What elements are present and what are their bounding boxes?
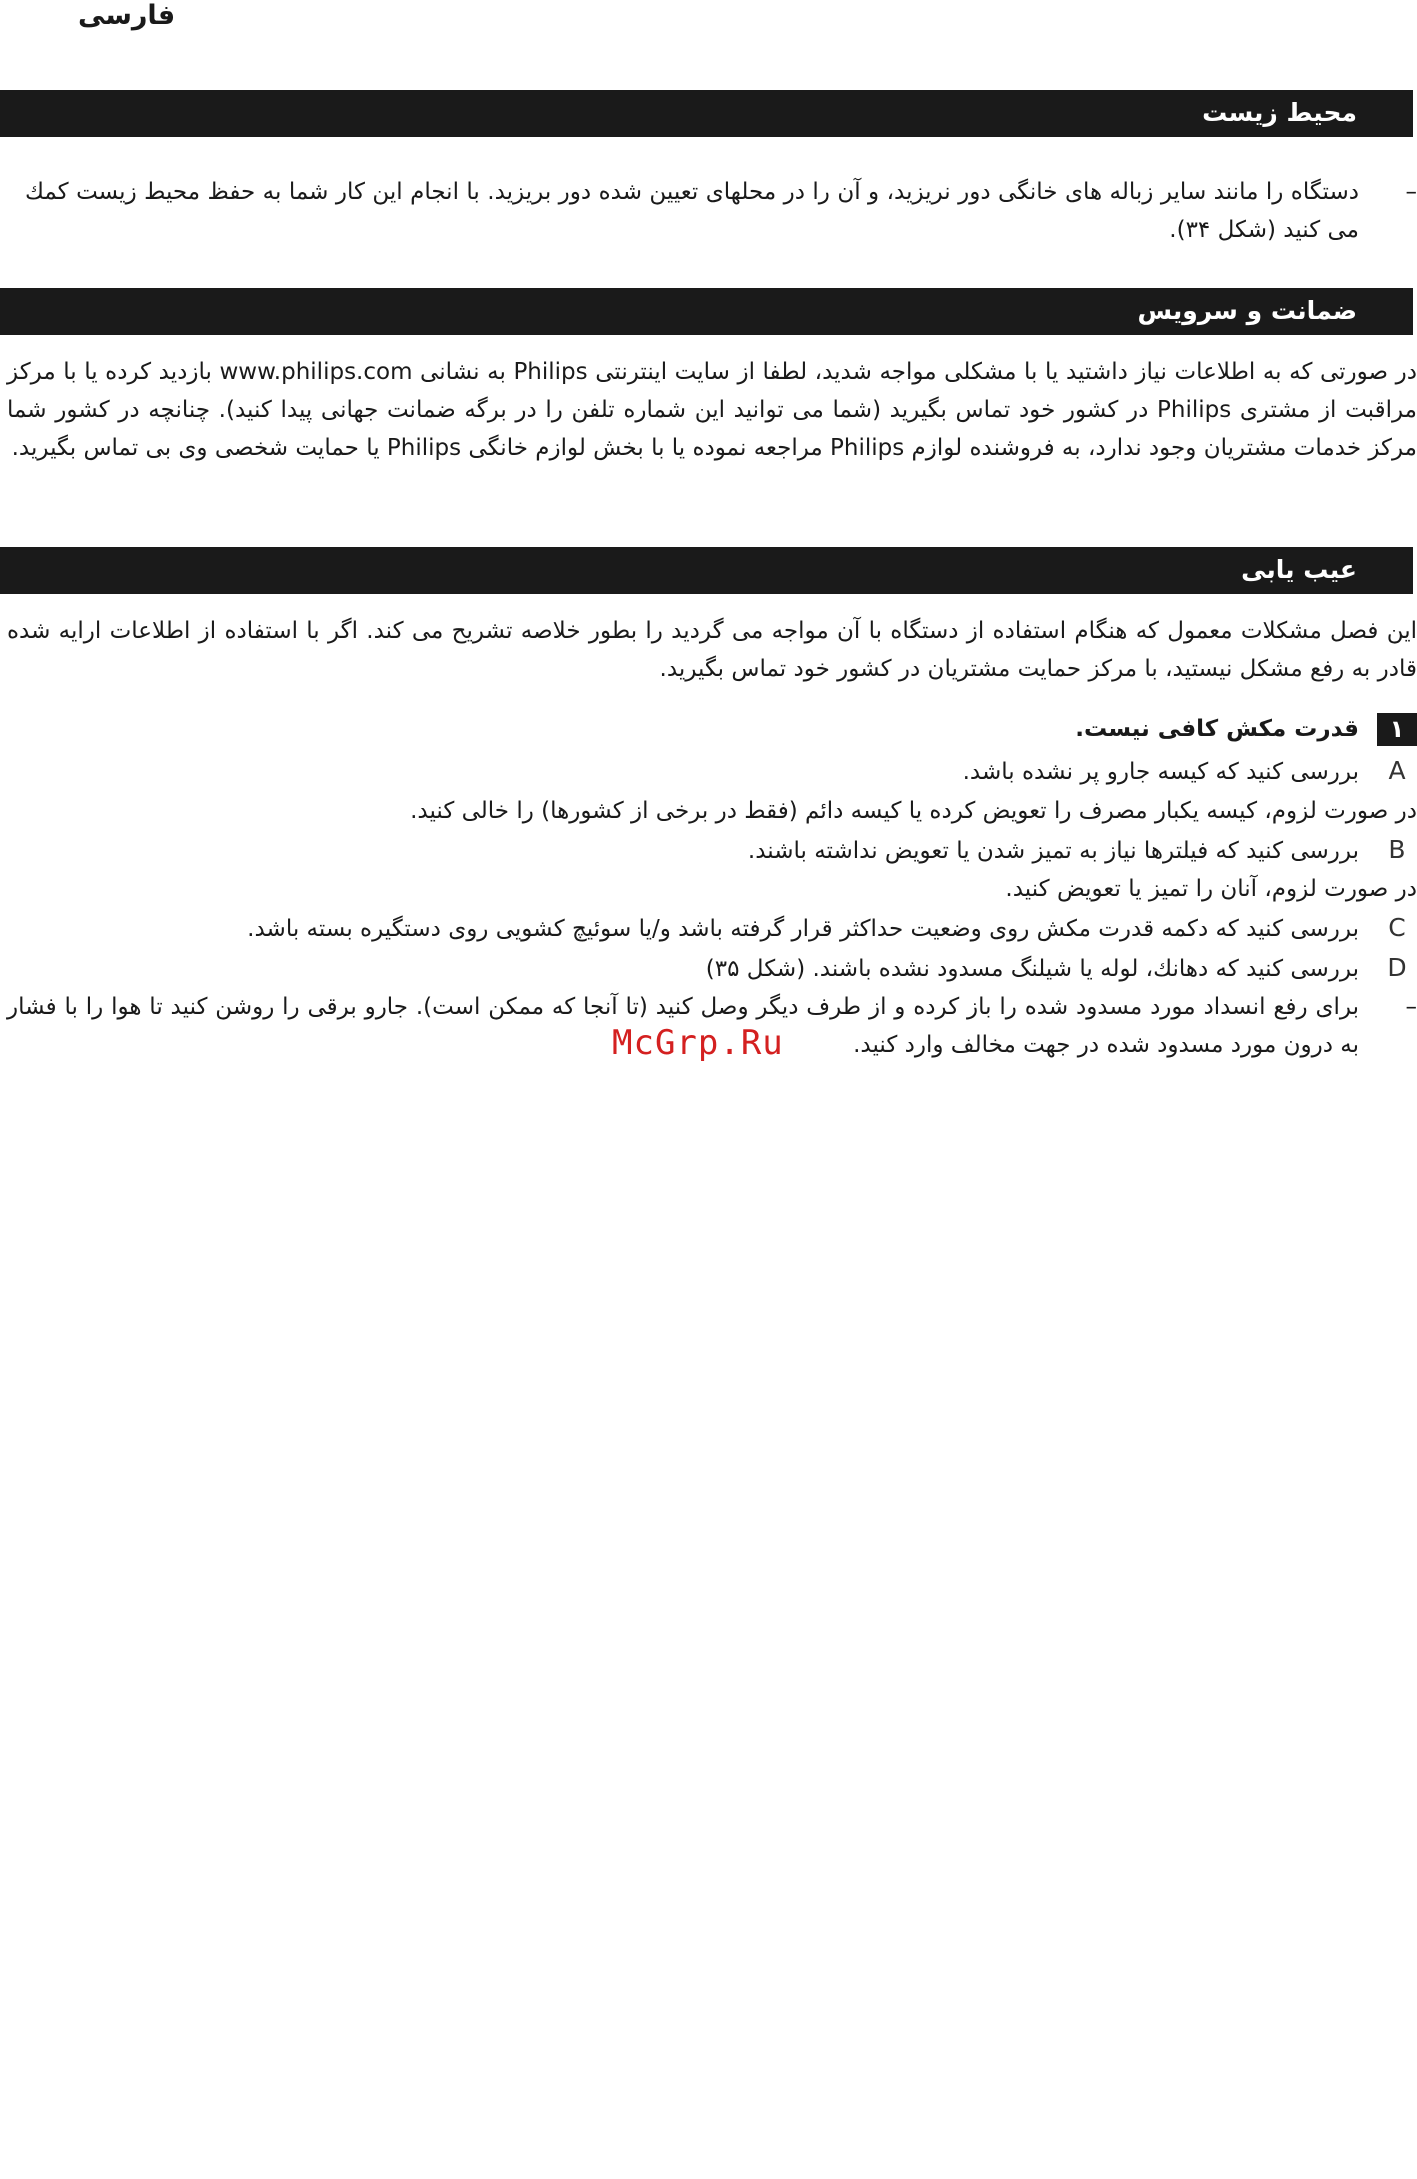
section-title: عیب یابی <box>1241 555 1357 584</box>
guarantee-paragraph <box>7 353 1417 467</box>
step-letter: C <box>1388 913 1406 942</box>
environment-list-item <box>25 173 1417 249</box>
dash-marker: – <box>1405 994 1417 1020</box>
step-a <box>963 752 1417 791</box>
problem-title: قدرت مکش کافی نیست. <box>1075 716 1359 742</box>
step-letter: A <box>1388 756 1406 785</box>
troubleshooting-intro <box>7 612 1417 688</box>
step-b-action: در صورت لزوم، آنان را تمیز یا تعویض کنید. <box>1005 876 1417 902</box>
unblock-text: برای رفع انسداد مورد مسدود شده را باز کرده و از طرف دیگر وصل کنید (تا آنجا که ممکن است). جارو برقی را روشن کنید تا هوا را با فشار به درون مورد مسدود شده در جهت مخالف وارد کنید. <box>7 994 1359 1058</box>
problem-heading <box>1075 713 1417 746</box>
guarantee-text: در صورتی که به اطلاعات نیاز داشتید یا با مشکلی مواجه شدید، لطفا از سایت اینترنتی Philips به نشانی www.philips.com بازدید کرده یا با مرکز مراقبت از مشتری Philips در کشور خود تماس بگیرید (شما می توانید این شماره تلفن را در برگه ضمانت جهانی پیدا کنید). چنانچه در کشور شما مرکز خدمات مشتریان وجود ندارد، به فروشنده لوازم Philips مراجعه نموده یا با بخش لوازم خانگی Philips یا حمایت شخصی وی بی تماس بگیرید. <box>7 359 1417 461</box>
step-letter: D <box>1387 953 1407 982</box>
step-b <box>748 831 1417 870</box>
step-text: بررسی کنید که دکمه قدرت مکش روی وضعیت حداکثر قرار گرفته باشد و/یا سوئیچ کشویی روی دستگیره بسته باشد. <box>247 916 1359 942</box>
step-c <box>247 909 1417 948</box>
section-header-environment <box>0 90 1413 137</box>
problem-number-badge: ۱ <box>1377 713 1417 746</box>
troubleshooting-text: این فصل مشکلات معمول که هنگام استفاده از دستگاه با آن مواجه می گردید را بطور خلاصه تشریح می کند. اگر با استفاده از اطلاعات ارایه شده قادر به رفع مشکل نیستید، با مرکز حمایت مشتریان در کشور خود تماس بگیرید. <box>7 618 1417 682</box>
section-title: ضمانت و سرویس <box>1137 296 1357 325</box>
watermark-text: McGrp.Ru <box>612 1023 784 1063</box>
step-text: بررسی کنید که کیسه جارو پر نشده باشد. <box>962 759 1359 785</box>
language-label: فارسی <box>78 0 176 31</box>
step-text: بررسی کنید که فیلترها نیاز به تمیز شدن یا تعویض نداشته باشند. <box>747 838 1359 864</box>
environment-text: دستگاه را مانند سایر زباله های خانگی دور نریزید، و آن را در محلهای تعیین شده دور بریزید. با انجام این کار شما به حفظ محیط زیست کمك می کنید (شکل ۳۴). <box>25 179 1359 243</box>
step-a-action: در صورت لزوم، کیسه یکبار مصرف را تعویض کرده یا کیسه دائم (فقط در برخی از کشورها) را خالی کنید. <box>410 798 1417 824</box>
step-d <box>706 949 1417 988</box>
section-header-troubleshooting <box>0 547 1413 594</box>
step-text: بررسی کنید که دهانك، لوله یا شیلنگ مسدود نشده باشند. (شکل ۳۵) <box>705 956 1359 982</box>
section-header-guarantee <box>0 288 1413 335</box>
dash-marker: – <box>1405 179 1417 205</box>
section-title: محیط زیست <box>1202 98 1357 127</box>
step-letter: B <box>1388 835 1406 864</box>
